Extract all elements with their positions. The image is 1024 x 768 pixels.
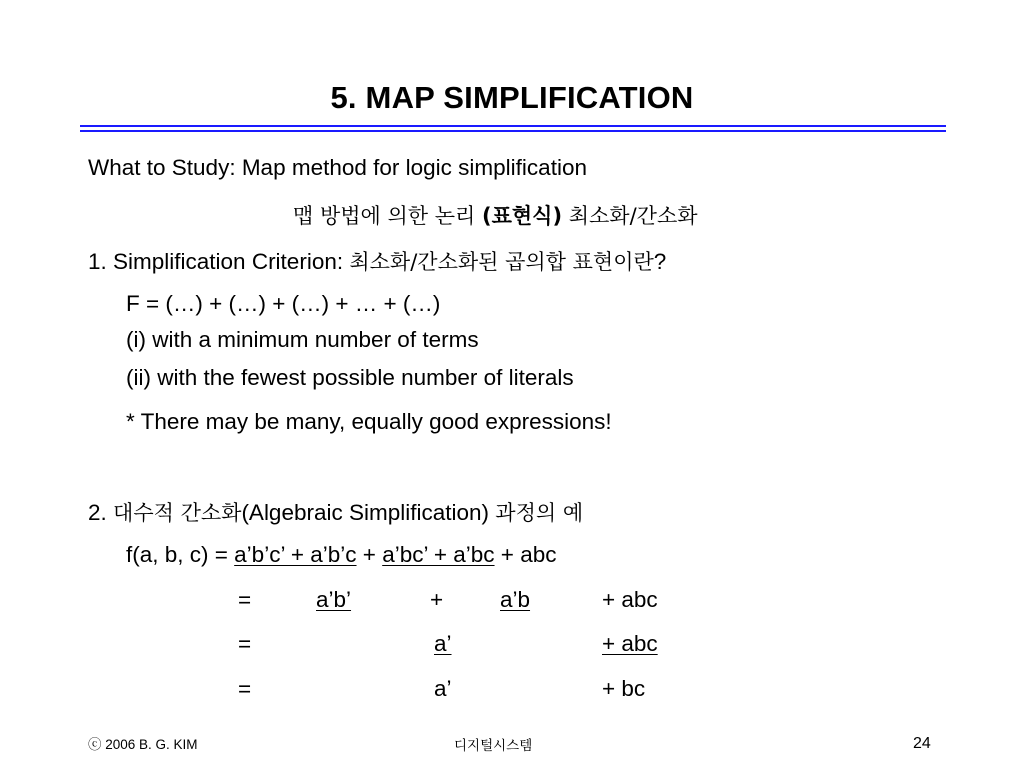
what-to-study: What to Study: Map method for logic simplification xyxy=(88,155,587,180)
title-rule-bottom xyxy=(80,130,946,132)
derivation-row1-term1: a’b’c’ + a’b’c xyxy=(234,542,357,567)
example-heading xyxy=(88,497,583,527)
derivation-row1-rest: + abc xyxy=(494,542,557,567)
page-title: 5. MAP SIMPLIFICATION xyxy=(330,80,694,115)
rule-i: (i) with a minimum number of terms xyxy=(126,327,479,352)
derivation-row2-plus: + xyxy=(430,587,444,612)
example-korean-2: 과정의 예 xyxy=(495,501,584,525)
derivation-row3-rest: + abc xyxy=(602,631,658,656)
footer-page-number: 24 xyxy=(913,735,931,752)
derivation-row2-rest: + abc xyxy=(602,587,658,612)
korean-subtitle-c: 최소화/간소화 xyxy=(562,204,698,228)
derivation-row-1 xyxy=(126,542,556,568)
title-rule-top xyxy=(80,125,946,127)
derivation-row4-rest: + bc xyxy=(602,676,646,701)
note: * There may be many, equally good expressions! xyxy=(126,409,612,434)
derivation-row2-a: a’b’ xyxy=(316,587,352,612)
footer-course: 디지털시스템 xyxy=(454,738,533,754)
footer-copyright: ⓒ 2006 B. G. KIM xyxy=(88,737,198,752)
criterion-line xyxy=(88,246,666,276)
example-english: (Algebraic Simplification) xyxy=(241,500,496,525)
criterion-prefix: 1. Simplification Criterion: xyxy=(88,249,350,274)
korean-subtitle xyxy=(293,200,698,230)
example-korean: 대수적 간소화 xyxy=(113,501,242,525)
derivation-row1-term2: a’bc’ + a’bc xyxy=(382,542,495,567)
derivation-row4-a: a’ xyxy=(434,676,452,701)
rule-ii: (ii) with the fewest possible number of literals xyxy=(126,365,574,390)
criterion-suffix: ? xyxy=(653,249,667,274)
derivation-row2-b: a’b xyxy=(500,587,531,612)
derivation-eq-3: = xyxy=(238,631,252,656)
derivation-eq-2: = xyxy=(238,587,252,612)
korean-subtitle-a: 맵 방법에 의한 논리 xyxy=(293,204,482,228)
criterion-korean: 최소화/간소화된 곱의합 표현이란 xyxy=(349,250,654,274)
korean-subtitle-b: (표현식) xyxy=(482,204,563,228)
derivation-row1-plus: + xyxy=(356,542,383,567)
derivation-lhs: f(a, b, c) = xyxy=(126,542,235,567)
f-expression: F = (…) + (…) + (…) + … + (…) xyxy=(126,291,441,316)
derivation-row3-a: a’ xyxy=(434,631,452,656)
example-prefix: 2. xyxy=(88,500,114,525)
derivation-eq-4: = xyxy=(238,676,252,701)
